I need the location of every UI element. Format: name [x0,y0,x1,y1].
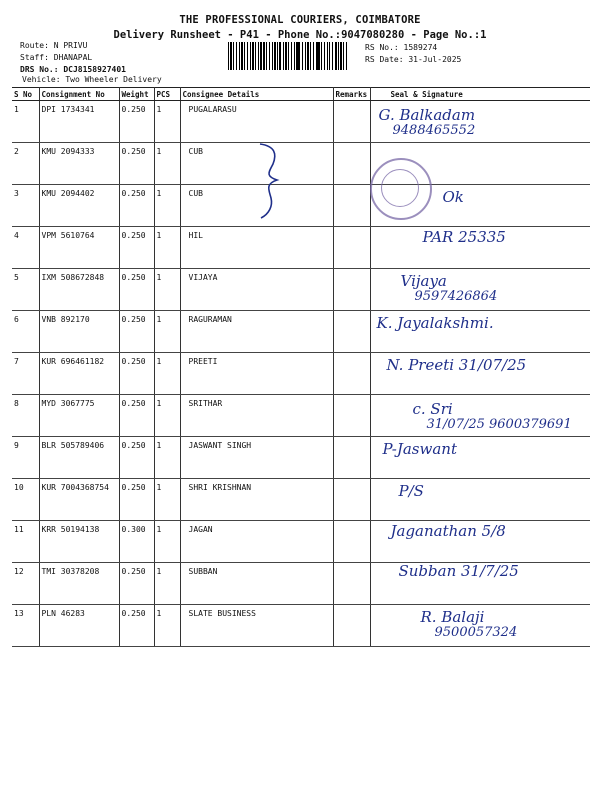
row-consignment: VPM 5610764 [39,227,119,269]
row-signature [370,269,590,311]
row-remarks [333,185,370,227]
route-label: Route: N PRIVU [20,41,88,50]
table-row [12,353,590,395]
row-pcs: 1 [154,227,180,269]
row-remarks [333,353,370,395]
row-signature [370,479,590,521]
handwritten-signature: Vijaya [400,272,447,290]
row-weight: 0.250 [119,479,154,521]
company-title: THE PROFESSIONAL COURIERS, COIMBATORE [179,14,421,26]
row-consignee: RAGURAMAN [180,311,333,353]
row-consignee: JASWANT SINGH [180,437,333,479]
row-consignment: DPI 1734341 [39,101,119,143]
handwritten-phone: 9500057324 [434,625,518,640]
col-signature: Seal & Signature [370,88,590,101]
seal-stamp [370,158,432,220]
row-pcs: 1 [154,353,180,395]
row-remarks [333,563,370,605]
handwritten-signature: Subban 31/7/25 [398,562,519,580]
row-remarks [333,521,370,563]
row-remarks [333,143,370,185]
row-pcs: 1 [154,101,180,143]
staff-label: Staff: DHANAPAL [20,53,93,62]
row-consignment: KUR 7004368754 [39,479,119,521]
row-sno: 2 [12,143,39,185]
table-row [12,437,590,479]
table-row [12,185,590,227]
handwritten-signature: Jaganathan 5/8 [390,522,506,540]
row-remarks [333,311,370,353]
row-consignment: MYD 3067775 [39,395,119,437]
table-row [12,395,590,437]
row-pcs: 1 [154,563,180,605]
handwritten-signature: R. Balaji [420,608,485,626]
row-weight: 0.250 [119,605,154,647]
table-row [12,227,590,269]
row-weight: 0.250 [119,437,154,479]
handwritten-signature: P-Jaswant [382,440,457,458]
handwritten-signature: N. Preeti 31/07/25 [386,356,527,374]
row-consignee: SUBBAN [180,563,333,605]
row-remarks [333,227,370,269]
row-consignee: VIJAYA [180,269,333,311]
row-weight: 0.250 [119,311,154,353]
runsheet-subtitle: Delivery Runsheet - P41 - Phone No.:9047080280 - Page No.:1 [113,29,487,41]
drs-label: DRS No.: DCJ8158927401 [20,65,126,74]
row-consignment: PLN 46283 [39,605,119,647]
row-pcs: 1 [154,311,180,353]
handwritten-phone: 9488465552 [392,123,476,138]
row-weight: 0.250 [119,185,154,227]
handwritten-brace-mark [255,140,295,220]
row-pcs: 1 [154,605,180,647]
row-pcs: 1 [154,143,180,185]
row-sno: 4 [12,227,39,269]
row-consignee: SHRI KRISHNAN [180,479,333,521]
runsheet-table [12,87,590,647]
row-remarks [333,437,370,479]
row-consignee: PREETI [180,353,333,395]
col-consignee: Consignee Details [180,88,333,101]
table-row [12,479,590,521]
col-consignment: Consignment No [39,88,119,101]
row-consignee: PUGALARASU [180,101,333,143]
row-weight: 0.250 [119,563,154,605]
row-signature [370,227,590,269]
table-row [12,101,590,143]
row-signature [370,395,590,437]
handwritten-phone: 31/07/25 9600379691 [426,417,572,432]
row-pcs: 1 [154,437,180,479]
handwritten-signature: c. Sri [412,400,453,418]
row-signature [370,437,590,479]
rs-number: RS No.: 1589274 [365,43,438,52]
row-weight: 0.250 [119,227,154,269]
row-remarks [333,101,370,143]
row-consignment: KUR 696461182 [39,353,119,395]
row-consignment: VNB 892170 [39,311,119,353]
row-consignee: CUB [180,143,333,185]
row-remarks [333,269,370,311]
row-weight: 0.250 [119,395,154,437]
col-remarks: Remarks [333,88,370,101]
row-consignment: KRR 50194138 [39,521,119,563]
row-pcs: 1 [154,395,180,437]
row-sno: 8 [12,395,39,437]
row-sno: 1 [12,101,39,143]
row-signature [370,605,590,647]
col-weight: Weight [119,88,154,101]
row-weight: 0.250 [119,353,154,395]
row-consignee: SRITHAR [180,395,333,437]
row-remarks [333,395,370,437]
col-pcs: PCS [154,88,180,101]
handwritten-signature: K. Jayalakshmi. [376,314,494,332]
table-row [12,563,590,605]
row-consignment: KMU 2094402 [39,185,119,227]
row-consignment: BLR 505789406 [39,437,119,479]
row-consignment: TMI 30378208 [39,563,119,605]
row-pcs: 1 [154,269,180,311]
row-weight: 0.300 [119,521,154,563]
row-consignee: JAGAN [180,521,333,563]
row-sno: 10 [12,479,39,521]
row-sno: 9 [12,437,39,479]
table-row [12,269,590,311]
row-signature [370,311,590,353]
row-signature [370,521,590,563]
table-header-row [12,88,590,101]
row-sno: 13 [12,605,39,647]
row-pcs: 1 [154,521,180,563]
row-sno: 6 [12,311,39,353]
row-pcs: 1 [154,479,180,521]
rs-date: RS Date: 31-Jul-2025 [365,55,462,64]
barcode-overlay [228,42,350,70]
table-row [12,521,590,563]
row-consignee: SLATE BUSINESS [180,605,333,647]
row-consignment: IXM 508672848 [39,269,119,311]
row-remarks [333,605,370,647]
row-pcs: 1 [154,185,180,227]
row-consignment: KMU 2094333 [39,143,119,185]
handwritten-signature: G. Balkadam [378,106,476,124]
row-sno: 11 [12,521,39,563]
col-sno: S No [12,88,39,101]
row-weight: 0.250 [119,101,154,143]
row-signature [370,353,590,395]
row-weight: 0.250 [119,269,154,311]
row-sno: 12 [12,563,39,605]
row-consignee: CUB [180,185,333,227]
handwritten-phone: 9597426864 [414,289,498,304]
vehicle-label: Vehicle: Two Wheeler Delivery [22,75,162,84]
row-remarks [333,479,370,521]
row-signature [370,563,590,605]
row-sno: 7 [12,353,39,395]
table-row [12,605,590,647]
row-consignee: HIL [180,227,333,269]
row-sno: 5 [12,269,39,311]
row-sno: 3 [12,185,39,227]
row-weight: 0.250 [119,143,154,185]
table-row [12,143,590,185]
handwritten-signature: Ok [442,188,464,206]
handwritten-signature: P/S [398,482,424,500]
table-row [12,311,590,353]
row-signature [370,101,590,143]
handwritten-signature: PAR 25335 [422,228,506,246]
